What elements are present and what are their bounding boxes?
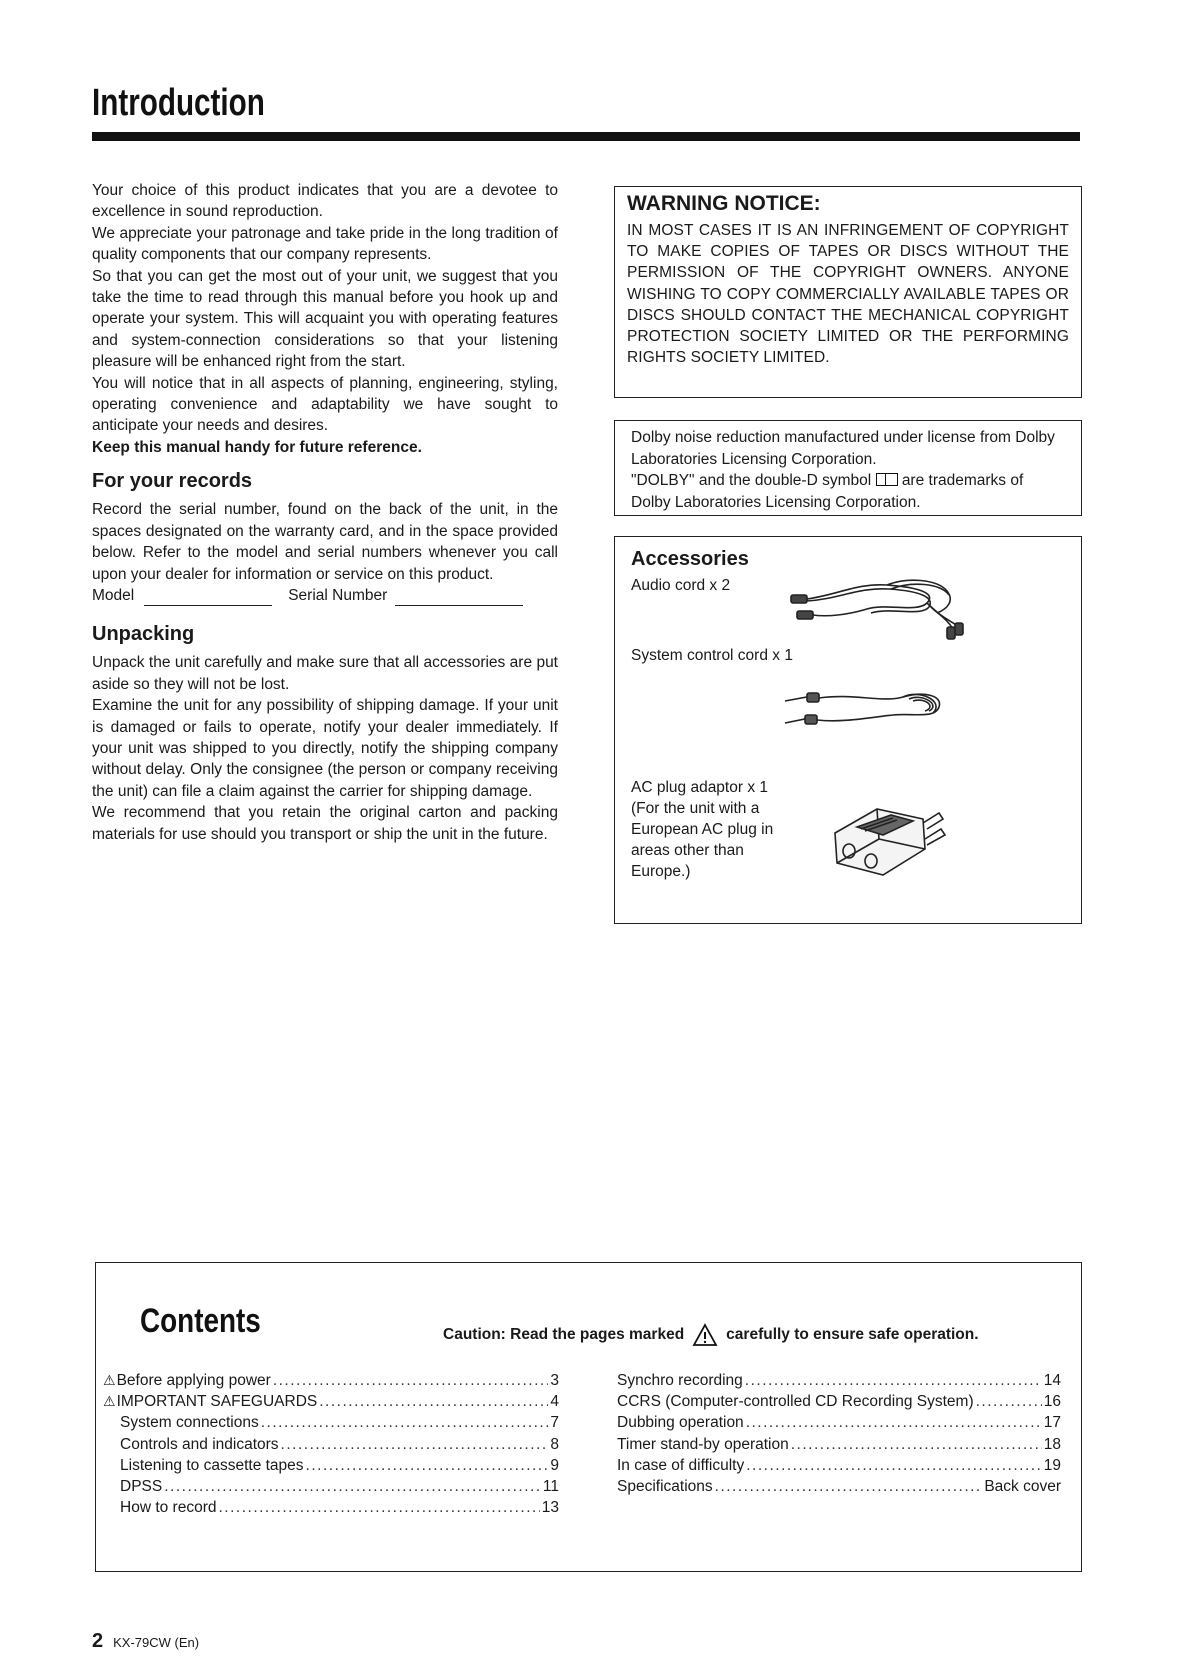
- caution-note: [443, 1323, 979, 1347]
- unpacking-paragraph: Examine the unit for any possibility of shipping damage. If your unit is damaged or fails to operate, notify your dealer immediately. If your unit was shipped to you directly, notify the shipping company without delay. Only the consignee (the person or company receiving the unit) can file a claim against the carrier for shipping damage.: [92, 697, 558, 800]
- toc-entry[interactable]: [103, 1497, 559, 1518]
- model-label: Model: [92, 586, 135, 604]
- toc-entry-label: DPSS: [120, 1478, 163, 1496]
- toc-entry-page: 8: [550, 1435, 559, 1453]
- dolby-notice-box: [614, 420, 1082, 516]
- unpacking-paragraph: Unpack the unit carefully and make sure that all accessories are put aside so they will not be lost.: [92, 654, 558, 693]
- toc-entry-page: 18: [1043, 1435, 1061, 1453]
- dolby-trademark-post: are trademarks of Dolby Laboratories Licensing Corporation.: [631, 472, 1024, 511]
- serial-blank: [395, 591, 523, 606]
- intro-column: [92, 180, 558, 845]
- audio-cord-label: Audio cord x 2: [631, 577, 731, 594]
- toc-left-column: [103, 1370, 559, 1518]
- toc-entry[interactable]: [617, 1412, 1061, 1433]
- toc-leader: [746, 1412, 1042, 1433]
- toc-entry-label: Synchro recording: [617, 1372, 743, 1389]
- accessories-heading: Accessories: [631, 548, 749, 570]
- title-rule: [92, 132, 1080, 141]
- toc-entry-page: 13: [541, 1499, 559, 1517]
- warning-mark-icon: ⚠: [103, 1393, 116, 1410]
- toc-entry-page: 14: [1043, 1372, 1061, 1389]
- model-blank: [144, 591, 272, 606]
- toc-leader: [976, 1391, 1042, 1412]
- toc-entry-label: Timer stand-by operation: [617, 1435, 789, 1453]
- unpacking-paragraph: We recommend that you retain the original carton and packing materials for use should you transport or ship the unit in the future.: [92, 804, 558, 843]
- page-number: 2: [92, 1630, 104, 1652]
- toc-entry-page: 4: [550, 1393, 559, 1411]
- toc-entry-label: System connections: [120, 1414, 259, 1432]
- toc-entry[interactable]: [617, 1391, 1061, 1412]
- audio-cord-icon: [787, 573, 977, 643]
- toc-leader: [715, 1476, 983, 1497]
- toc-entry[interactable]: [617, 1434, 1061, 1455]
- ac-adaptor-note: (For the unit with a European AC plug in areas other than Europe.): [631, 800, 774, 880]
- dolby-license-text: Dolby noise reduction manufactured under license from Dolby Laboratories Licensing Corporation.: [631, 429, 1055, 468]
- toc-entry[interactable]: [103, 1455, 559, 1476]
- intro-paragraph: You will notice that in all aspects of planning, engineering, styling, operating convenience and adaptability we have sought to anticipate your needs and desires.: [92, 374, 558, 435]
- toc-entry-label: Dubbing operation: [617, 1414, 744, 1432]
- unpacking-heading: Unpacking: [92, 623, 195, 646]
- toc-leader: [273, 1370, 549, 1391]
- toc-entry-label: Listening to cassette tapes: [120, 1456, 304, 1474]
- records-heading: For your records: [92, 470, 253, 493]
- page-title: Introduction: [92, 82, 265, 124]
- toc-leader: [791, 1434, 1042, 1455]
- keep-manual-note: Keep this manual handy for future reference.: [92, 438, 422, 456]
- toc-leader: [745, 1370, 1042, 1391]
- toc-entry-page: 16: [1043, 1393, 1061, 1411]
- toc-entry-label: CCRS (Computer-controlled CD Recording System): [617, 1393, 974, 1411]
- toc-entry[interactable]: [617, 1455, 1061, 1476]
- warning-mark-icon: ⚠: [103, 1372, 116, 1388]
- double-d-icon: [876, 473, 898, 486]
- warning-triangle-icon: [692, 1323, 718, 1347]
- toc-leader: [281, 1434, 549, 1455]
- toc-entry[interactable]: [617, 1370, 1061, 1391]
- warning-heading: WARNING NOTICE:: [627, 192, 821, 215]
- records-text: Record the serial number, found on the back of the unit, in the spaces designated on the warranty card, and in the space provided below. Refer to the model and serial numbers whenever you call upon your dealer for information or service on this product.: [92, 501, 558, 583]
- toc-entry-page: 11: [542, 1478, 559, 1496]
- toc-entry[interactable]: [103, 1412, 559, 1433]
- toc-leader: [218, 1497, 539, 1518]
- caution-post-text: carefully to ensure safe operation.: [726, 1326, 979, 1343]
- toc-leader: [306, 1455, 549, 1476]
- toc-entry-page: 9: [550, 1456, 559, 1474]
- toc-entry-label: ⚠Before applying power: [103, 1372, 271, 1389]
- toc-entry-page: 3: [550, 1372, 559, 1389]
- model-code: KX-79CW (En): [113, 1635, 200, 1650]
- toc-right-column: [617, 1370, 1061, 1497]
- toc-entry[interactable]: [617, 1476, 1061, 1497]
- toc-entry-page: 19: [1043, 1456, 1061, 1474]
- toc-entry-page: 17: [1043, 1414, 1061, 1432]
- system-control-cord-icon: [783, 683, 953, 739]
- page-footer: [92, 1630, 199, 1653]
- system-cord-label: System control cord x 1: [631, 647, 793, 664]
- intro-paragraph: We appreciate your patronage and take pride in the long tradition of quality components that our company represents.: [92, 224, 558, 264]
- toc-leader: [319, 1391, 548, 1412]
- toc-entry-label: In case of difficulty: [617, 1456, 745, 1474]
- toc-entry[interactable]: [103, 1476, 559, 1497]
- toc-entry-page: Back cover: [984, 1478, 1061, 1496]
- intro-paragraph: So that you can get the most out of your unit, we suggest that you take the time to read through this manual before you hook up and operate your system. This will acquaint you with operating features and system-connection considerations so that your listening pleasure will be enhanced right from the start.: [92, 267, 558, 371]
- toc-leader: [746, 1455, 1042, 1476]
- toc-entry-label: Specifications: [617, 1478, 713, 1496]
- toc-entry-page: 7: [550, 1414, 559, 1432]
- toc-leader: [261, 1412, 549, 1433]
- ac-adaptor-label: AC plug adaptor x 1: [631, 779, 769, 796]
- toc-entry[interactable]: [103, 1391, 559, 1412]
- toc-entry[interactable]: [103, 1370, 559, 1391]
- toc-entry[interactable]: [103, 1434, 559, 1455]
- toc-entry-label: Controls and indicators: [120, 1435, 279, 1453]
- dolby-trademark-text: [631, 470, 1065, 513]
- contents-title: Contents: [140, 1302, 261, 1340]
- dolby-trademark-pre: "DOLBY" and the double-D symbol: [631, 472, 872, 490]
- warning-text: IN MOST CASES IT IS AN INFRINGEMENT OF COPYRIGHT TO MAKE COPIES OF TAPES OR DISCS WITHOUT THE PERMISSION OF THE COPYRIGHT OWNERS. ANYONE WISHING TO COPY COMMERCIALLY AVAILABLE TAPES OR DISCS SHOULD CONTACT THE MECHANICAL COPYRIGHT PROTECTION SOCIETY LIMITED OR THE PERFORMING RIGHTS SOCIETY LIMITED.: [627, 222, 1069, 367]
- toc-entry-label: How to record: [120, 1499, 217, 1517]
- caution-pre-text: Caution: Read the pages marked: [443, 1326, 685, 1343]
- warning-notice-box: [614, 186, 1082, 398]
- intro-paragraph: Your choice of this product indicates that you are a devotee to excellence in sound reproduction.: [92, 182, 558, 221]
- toc-leader: [164, 1476, 541, 1497]
- serial-record-line: [92, 585, 558, 606]
- toc-entry-label: ⚠IMPORTANT SAFEGUARDS: [103, 1393, 318, 1411]
- serial-label: Serial Number: [288, 586, 388, 604]
- ac-adaptor-text: [631, 777, 801, 882]
- ac-plug-adaptor-icon: [827, 793, 957, 883]
- accessories-box: [614, 536, 1082, 924]
